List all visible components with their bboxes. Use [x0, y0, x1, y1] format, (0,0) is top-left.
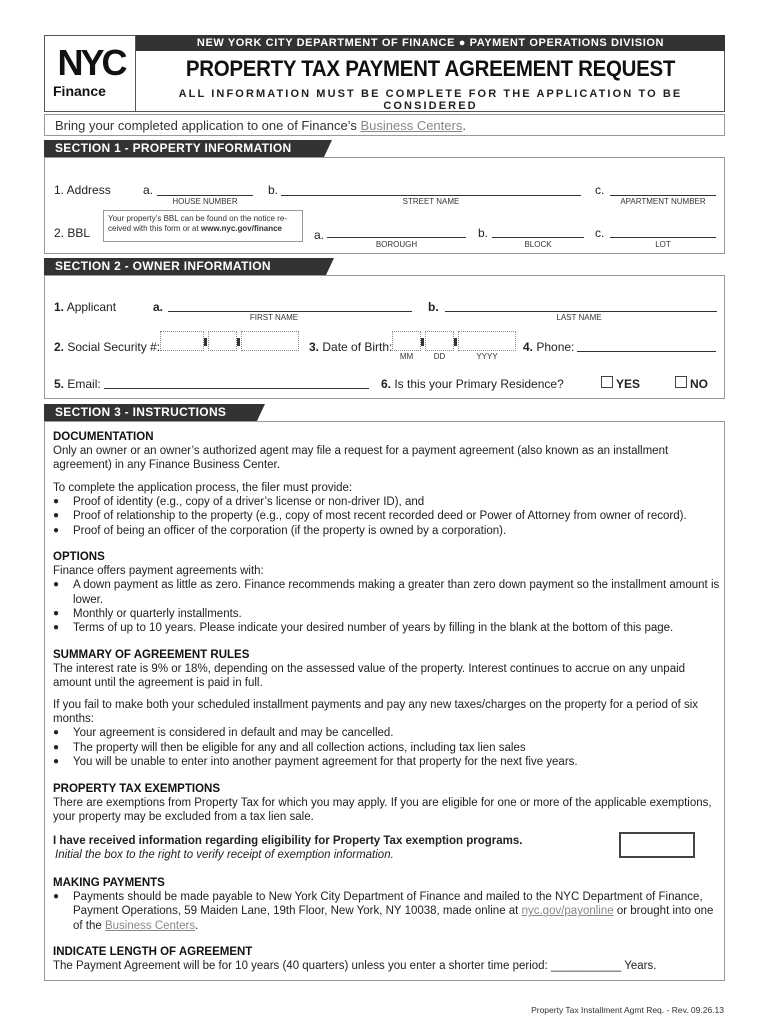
documentation-block — [53, 430, 723, 473]
list-item: ● A down payment as little as zero. Finance recommends making a greater than zero down payment so the installment amount is lower. — [53, 578, 723, 606]
finance-logo-text: Finance — [53, 83, 106, 99]
house-number-field[interactable] — [157, 195, 253, 196]
last-name-field[interactable] — [445, 311, 717, 312]
bbl-label: 2. BBL — [54, 226, 91, 240]
ssn-text: Social Security #: — [64, 340, 161, 354]
dob-dd-caption: DD — [433, 352, 446, 361]
list-item: ● Monthly or quarterly installments. — [53, 607, 723, 621]
email-field[interactable] — [104, 388, 369, 389]
ssn-separator — [237, 338, 240, 346]
applicant-label — [54, 300, 116, 314]
agreement-rules-block — [53, 648, 723, 691]
block-caption: BLOCK — [524, 240, 552, 249]
applicant-number: 1. — [54, 300, 65, 314]
bbl-a-marker: a. — [314, 228, 325, 242]
house-number-caption: HOUSE NUMBER — [172, 197, 238, 206]
bbl-note-line-1: Your property’s BBL can be found on the notice re- — [108, 214, 287, 223]
documentation-requirements — [53, 481, 723, 538]
bring-application-note — [44, 114, 725, 136]
making-payments-list — [53, 890, 723, 933]
primary-residence-yes-checkbox[interactable] — [601, 376, 613, 388]
primary-residence-text: Is this your Primary Residence? — [391, 377, 564, 391]
documentation-intro: To complete the application process, the filer must provide: — [53, 482, 353, 494]
documentation-heading: DOCUMENTATION — [53, 431, 154, 443]
ssn-number: 2. — [54, 340, 65, 354]
bbl-c-marker: c. — [595, 226, 605, 240]
phone-label — [523, 340, 574, 354]
agreement-rules-default — [53, 698, 723, 769]
options-heading: OPTIONS — [53, 551, 105, 563]
primary-residence-no-checkbox[interactable] — [675, 376, 687, 388]
options-block — [53, 550, 723, 635]
agreement-rules-text-1: The interest rate is 9% or 18%, depending on the assessed value of the property. Interest continues to accrue on any unpaid amount until the agreement is paid in full. — [53, 663, 686, 690]
apartment-number-caption: APARTMENT NUMBER — [620, 197, 706, 206]
applicant-text: Applicant — [64, 300, 117, 314]
section-3-header: SECTION 3 - INSTRUCTIONS — [44, 404, 257, 421]
applicant-b-marker: b. — [428, 300, 439, 314]
agreement-length-heading: INDICATE LENGTH OF AGREEMENT — [53, 946, 253, 958]
svg-text:NYC: NYC — [57, 46, 125, 80]
phone-number: 4. — [523, 340, 534, 354]
exemptions-block — [53, 782, 723, 825]
exemption-ack-instruction: Initial the box to the right to verify receipt of exemption information. — [55, 849, 394, 862]
lot-field[interactable] — [610, 237, 716, 238]
dob-number: 3. — [309, 340, 320, 354]
phone-text: Phone: — [533, 340, 575, 354]
section-2-header: SECTION 2 - OWNER INFORMATION — [44, 258, 326, 275]
agreement-rules-text-2: If you fail to make both your scheduled installment payments and pay any new taxes/charges on the property for a period of six months: — [53, 699, 698, 726]
exemptions-heading: PROPERTY TAX EXEMPTIONS — [53, 783, 220, 795]
list-item — [53, 890, 723, 933]
borough-caption: BOROUGH — [375, 240, 418, 249]
first-name-caption: FIRST NAME — [249, 313, 299, 322]
payments-text: Payments should be made payable to New York City Department of Finance and mailed to the NYC Department of Finance, Payment Operations, 59 Maiden Lane, 19th Floor, New York, NY 10038, made online at — [73, 891, 703, 918]
borough-field[interactable] — [327, 237, 466, 238]
primary-residence-yes-label: YES — [616, 377, 641, 391]
exemption-acknowledgement — [53, 834, 613, 862]
dob-separator — [421, 338, 424, 346]
ssn-part-3-field[interactable] — [241, 331, 299, 351]
address-label: 1. Address — [54, 183, 111, 197]
agreement-length-block — [53, 945, 723, 973]
lot-caption: LOT — [655, 240, 671, 249]
dob-month-field[interactable] — [392, 331, 421, 351]
bring-end: . — [462, 118, 466, 133]
page-subtitle: ALL INFORMATION MUST BE COMPLETE FOR THE APPLICATION TO BE CONSIDERED — [178, 88, 683, 112]
dob-text: Date of Birth: — [319, 340, 393, 354]
ssn-label — [54, 340, 160, 354]
nyc-wordmark-logo — [52, 46, 130, 80]
list-item: ● You will be unable to enter into another payment agreement for that property for the next five years. — [53, 755, 723, 769]
list-item: ● Terms of up to 10 years. Please indicate your desired number of years by filling in the blank at the bottom of this page. — [53, 621, 723, 635]
dob-yyyy-caption: YYYY — [476, 352, 498, 361]
exemption-ack-statement: I have received information regarding eligibility for Property Tax exemption programs. — [53, 835, 523, 847]
options-list — [53, 578, 723, 635]
block-field[interactable] — [492, 237, 584, 238]
last-name-caption: LAST NAME — [556, 313, 602, 322]
list-item: ● The property will then be eligible for any and all collection actions, including tax lien sales — [53, 741, 723, 755]
exemptions-text: There are exemptions from Property Tax for which you may apply. If you are eligible for one or more of the applicable exemptions, your property may be excluded from a tax lien sale. — [53, 797, 712, 824]
primary-residence-label — [381, 377, 564, 391]
section-1-header: SECTION 1 - PROPERTY INFORMATION — [44, 140, 324, 157]
list-item: ● Proof of being an officer of the corporation (if the property is owned by a corporation). — [53, 524, 723, 538]
exemption-initials-box[interactable] — [619, 832, 695, 858]
email-number: 5. — [54, 377, 65, 391]
documentation-text: Only an owner or an owner’s authorized agent may file a request for a payment agreement (also known as an installment agreement) in any Finance Business Center. — [53, 445, 669, 472]
nyc-finance-logo — [44, 35, 136, 112]
agreement-rules-heading: SUMMARY OF AGREEMENT RULES — [53, 649, 250, 661]
ssn-part-2-field[interactable] — [208, 331, 237, 351]
dob-mm-caption: MM — [399, 352, 414, 361]
address-a-marker: a. — [143, 183, 154, 197]
payments-text-end: . — [195, 919, 199, 932]
address-b-marker: b. — [268, 183, 279, 197]
page-title: PROPERTY TAX PAYMENT AGREEMENT REQUEST — [185, 56, 676, 81]
primary-residence-no-label: NO — [690, 377, 708, 391]
bring-text: Bring your completed application to one of Finance’s — [55, 118, 361, 133]
dob-label — [309, 340, 392, 354]
business-centers-link[interactable]: Business Centers — [104, 919, 196, 932]
form-revision-footer: Property Tax Installment Agmt Req. - Rev. 09.26.13 — [531, 1005, 724, 1015]
documentation-list — [53, 495, 723, 538]
agreement-length-text: The Payment Agreement will be for 10 years (40 quarters) unless you enter a shorter time period: ___________ Years. — [53, 960, 657, 973]
apartment-number-field[interactable] — [610, 195, 716, 196]
payonline-link[interactable]: nyc.gov/payonline — [521, 905, 614, 918]
bbl-note-line-2: ceived with this form or at — [108, 224, 201, 233]
dob-separator — [454, 338, 457, 346]
making-payments-heading: MAKING PAYMENTS — [53, 877, 165, 889]
dob-day-field[interactable] — [425, 331, 454, 351]
street-name-caption: STREET NAME — [402, 197, 460, 206]
dob-year-field[interactable] — [458, 331, 516, 351]
department-bar: NEW YORK CITY DEPARTMENT OF FINANCE ● PAYMENT OPERATIONS DIVISION — [136, 35, 725, 51]
applicant-a-marker: a. — [153, 300, 164, 314]
bbl-help-note — [103, 210, 303, 242]
phone-field[interactable] — [577, 351, 716, 352]
ssn-part-1-field[interactable] — [160, 331, 204, 351]
street-name-field[interactable] — [281, 195, 581, 196]
first-name-field[interactable] — [168, 311, 412, 312]
list-item: ● Proof of identity (e.g., copy of a driver’s license or non-driver ID), and — [53, 495, 723, 509]
list-item: ● Your agreement is considered in default and may be cancelled. — [53, 726, 723, 740]
email-text: Email: — [64, 377, 101, 391]
bbl-note-url: www.nyc.gov/finance — [200, 224, 282, 233]
address-c-marker: c. — [595, 183, 605, 197]
email-label — [54, 377, 101, 391]
business-centers-link[interactable]: Business Centers — [360, 118, 463, 133]
primary-residence-number: 6. — [381, 377, 392, 391]
bbl-b-marker: b. — [478, 226, 489, 240]
payments-text-mid: or brought into one of the — [73, 905, 714, 932]
making-payments-block — [53, 876, 723, 933]
ssn-separator — [204, 338, 207, 346]
list-item: ● Proof of relationship to the property (e.g., copy of most recent recorded deed or Power of Attorney from owner of record). — [53, 509, 723, 523]
options-intro: Finance offers payment agreements with: — [53, 565, 264, 578]
agreement-rules-list — [53, 726, 723, 769]
